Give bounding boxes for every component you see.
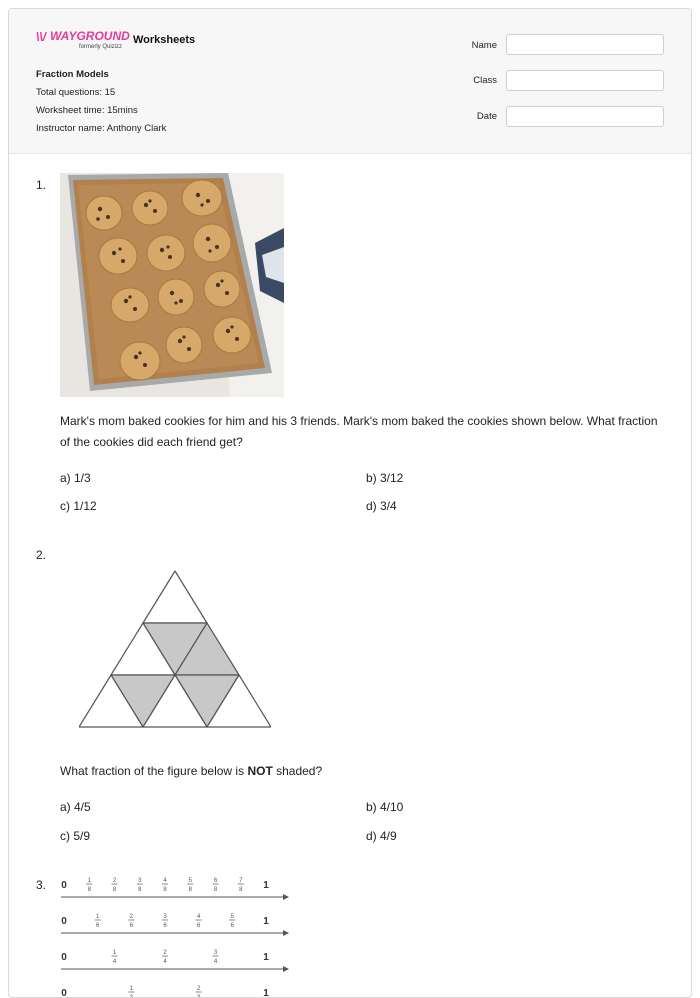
fraction-numerator: 1 xyxy=(112,950,117,956)
fraction-denominator: 6 xyxy=(230,923,235,929)
fraction-numerator: 5 xyxy=(188,878,192,884)
fraction-numerator: 2 xyxy=(163,950,167,956)
question-1-option-b[interactable]: b) 3/12 xyxy=(366,471,404,485)
fraction-numerator: 4 xyxy=(196,914,201,920)
number-line-start-label: 0 xyxy=(61,952,67,963)
fraction-denominator: 8 xyxy=(163,887,167,893)
total-questions: Total questions: 15 xyxy=(36,87,116,98)
fraction-denominator: 8 xyxy=(188,887,192,893)
fraction-numerator: 5 xyxy=(230,914,235,920)
fraction-numerator: 7 xyxy=(239,878,243,884)
number-line-start-label: 0 xyxy=(61,880,67,891)
date-field[interactable] xyxy=(506,106,664,127)
fraction-denominator: 8 xyxy=(213,887,218,893)
fraction-denominator: 6 xyxy=(196,923,201,929)
fraction-denominator: 8 xyxy=(112,887,117,893)
instructor-name: Instructor name: Anthony Clark xyxy=(36,123,167,134)
fraction-denominator: 3 xyxy=(129,995,134,998)
number-lines-figure xyxy=(55,871,295,998)
fraction-denominator: 8 xyxy=(138,887,142,893)
brand-label: Worksheets xyxy=(133,34,196,46)
fraction-denominator: 6 xyxy=(163,923,167,929)
question-2-number: 2. xyxy=(36,548,47,562)
number-line-start-label: 0 xyxy=(61,988,67,998)
worksheet-header xyxy=(9,9,691,154)
number-line-end-label: 1 xyxy=(263,916,269,927)
worksheet-meta xyxy=(36,66,166,138)
question-2-text-start: What fraction of the figure below is xyxy=(60,764,248,778)
fraction-denominator: 4 xyxy=(213,959,218,965)
question-1-option-d[interactable]: d) 3/4 xyxy=(366,499,397,513)
question-1-option-a[interactable]: a) 1/3 xyxy=(60,471,91,485)
fraction-denominator: 6 xyxy=(129,923,134,929)
fraction-denominator: 8 xyxy=(239,887,243,893)
number-line-end-label: 1 xyxy=(263,952,269,963)
fraction-denominator: 4 xyxy=(112,959,117,965)
name-label: Name xyxy=(471,40,497,51)
question-1-option-c[interactable]: c) 1/12 xyxy=(60,499,97,513)
number-line-start-label: 0 xyxy=(61,916,67,927)
question-1-text: Mark's mom baked cookies for him and his 3 friends. Mark's mom baked the cookies shown below. What fraction of the cookies did each friend get? xyxy=(60,414,658,449)
question-2-option-c[interactable]: c) 5/9 xyxy=(60,829,91,843)
fraction-numerator: 1 xyxy=(95,914,100,920)
fraction-denominator: 6 xyxy=(95,923,100,929)
question-2-option-b[interactable]: b) 4/10 xyxy=(366,800,404,814)
worksheet-page xyxy=(8,8,692,998)
number-line-end-label: 1 xyxy=(263,988,269,998)
fraction-numerator: 6 xyxy=(213,878,218,884)
cookie-tray-image xyxy=(60,173,284,397)
fraction-numerator: 3 xyxy=(213,950,218,956)
wayground-logo xyxy=(36,29,128,55)
fraction-denominator: 4 xyxy=(163,959,167,965)
fraction-numerator: 4 xyxy=(163,878,167,884)
fraction-numerator: 3 xyxy=(163,914,167,920)
date-label: Date xyxy=(476,111,497,122)
fraction-numerator: 2 xyxy=(129,914,134,920)
question-2-text xyxy=(60,761,670,782)
fraction-numerator: 1 xyxy=(87,878,91,884)
fraction-numerator: 2 xyxy=(196,986,201,992)
arrow-icon xyxy=(283,966,289,972)
question-3-number: 3. xyxy=(36,878,47,892)
triangle-figure xyxy=(79,567,271,729)
fraction-numerator: 3 xyxy=(138,878,142,884)
worksheet-time: Worksheet time: 15mins xyxy=(36,105,138,116)
question-2-option-d[interactable]: d) 4/9 xyxy=(366,829,397,843)
brand xyxy=(36,29,196,55)
fraction-numerator: 1 xyxy=(129,986,134,992)
fraction-denominator: 3 xyxy=(196,995,201,998)
question-2-text-end: shaded? xyxy=(272,764,323,778)
arrow-icon xyxy=(283,894,289,900)
question-1-number: 1. xyxy=(36,178,47,192)
logo-mark-icon: \\/ xyxy=(36,30,47,44)
question-2-text-emphasis: NOT xyxy=(247,764,273,778)
class-field[interactable] xyxy=(506,70,664,91)
worksheet-title: Fraction Models xyxy=(36,69,109,80)
name-field[interactable] xyxy=(506,34,664,55)
logo-subtitle: formerly Quizizz xyxy=(79,44,123,50)
question-2-option-a[interactable]: a) 4/5 xyxy=(60,800,91,814)
logo-text: WAYGROUND xyxy=(50,29,130,43)
class-label: Class xyxy=(473,75,497,86)
fraction-numerator: 2 xyxy=(112,878,117,884)
number-line-end-label: 1 xyxy=(263,880,269,891)
arrow-icon xyxy=(283,930,289,936)
fraction-denominator: 8 xyxy=(87,887,91,893)
